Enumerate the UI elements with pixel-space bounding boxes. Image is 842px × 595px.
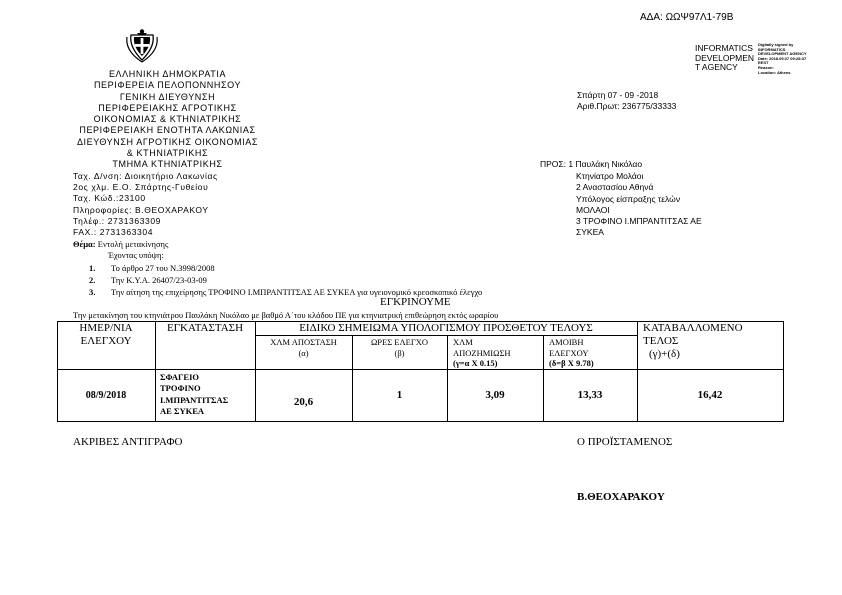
coat-of-arms-emblem xyxy=(123,27,161,63)
table-border-bottom xyxy=(57,421,784,422)
col-header-facility: ΕΓΚΑΤΑΣΤΑΣΗ xyxy=(166,322,244,334)
sub-header-km: ΧΛΜ ΑΠΟΣΤΑΣΗ (α) xyxy=(270,337,337,358)
col-header-special: ΕΙΔΙΚΟ ΣΗΜΕΙΩΜΑ ΥΠΟΛΟΓΙΣΜΟΥ ΠΡΟΣΘΕΤΟΥ ΤΕΛΟΥΣ xyxy=(299,322,593,334)
sub-header-hours: ΩΡΕΣ ΕΛΕΓΧΟ (β) xyxy=(370,337,429,358)
table-border-right xyxy=(783,321,784,422)
approve-heading: ΕΓΚΡΙΝΟΥΜΕ xyxy=(380,296,451,308)
ada-code: ΑΔΑ: ΩΩΨ97Λ1-79Β xyxy=(640,12,734,23)
reference-item: 2. Την Κ.Υ.Α. 26407/23-03-09 xyxy=(89,275,207,285)
col-header-paid: ΚΑΤΑΒΑΛΛΟΜΕΝΟ ΤΕΛΟΣ (γ)+(δ) xyxy=(643,322,743,360)
table-col-sep xyxy=(447,335,448,422)
col-header-date: ΗΜΕΡ/ΝΙΑ ΕΛΕΓΧΟΥ xyxy=(79,322,133,347)
cell-total: 16,42 xyxy=(697,389,723,401)
digital-signature-stamp: Digitally signed by INFORMATICS DEVELOPMENT AGENCY Date: 2018.09.07 09:28:37 EEST Reason: Location: Athens xyxy=(758,42,807,75)
table-col-sep xyxy=(637,321,638,422)
signer-name: Β.ΘΕΟΧΑΡΑΚΟΥ xyxy=(577,491,665,503)
recipients-label: ΠΡΟΣ: 1 Παυλάκη Νικόλαο xyxy=(540,159,643,169)
subject-line: Θέμα: Εντολή μετακίνησης xyxy=(73,239,169,249)
table-col-sep xyxy=(543,335,544,422)
having-in-view: Έχοντας υπόψη: xyxy=(108,250,164,260)
place-date: Σπάρτη 07 - 09 -2018 xyxy=(577,90,659,100)
recipients-list: Κτηνίατρο Μολάοι 2 Αναστασίου Αθηνά Υπόλογος είσπραξης τελών ΜΟΛΑΟΙ 3 ΤΡΟΦΙΝΟ Ι.ΜΠΡΑΝΤΙΤΣΑΣ ΑΕ ΣΥΚΕΑ xyxy=(576,171,702,238)
contact-details: Ταχ. Δ/νση: Διοικητήριο Λακωνίας 2ος χλμ. Ε.Ο. Σπάρτης-Γυθείου Ταχ. Κώδ.:23100 Πληροφορίες: Β.ΘΕΟΧΑΡΑΚΟΥ Τηλέφ.: 2731363309 FAX.: 2731363304 xyxy=(73,171,218,238)
reference-item: 3. Την αίτηση της επιχείρησης ΤΡΟΦΙΝΟ Ι.ΜΠΡΑΝΤΙΤΣΑΣ ΑΕ ΣΥΚΕΑ για υγειονομικό κρεοσκοπικό έλεγχο xyxy=(89,287,483,297)
head-title: Ο ΠΡΟΪΣΤΑΜΕΝΟΣ xyxy=(577,436,673,448)
sub-header-fee: ΑΜΟΙΒΗ ΕΛΕΓΧΟΥ (δ=β Χ 9.78) xyxy=(549,337,594,368)
sub-header-compensation: ΧΛΜ ΑΠΟΖΗΜΙΩΣΗ (γ=α Χ 0.15) xyxy=(453,337,511,368)
references-list xyxy=(89,262,482,298)
cell-hours: 1 xyxy=(396,389,403,401)
agency-name: INFORMATICS DEVELOPMEN T AGENCY xyxy=(695,43,755,72)
cell-compensation: 3,09 xyxy=(485,389,505,401)
cell-facility: ΣΦΑΓΕΙΟ ΤΡΟΦΙΝΟ Ι.ΜΠΡΑΝΤΙΤΣΑΣ ΑΕ ΣΥΚΕΑ xyxy=(160,372,229,416)
protocol-number: Αριθ.Πρωτ: 236775/33333 xyxy=(577,101,677,111)
table-row-line xyxy=(57,369,784,370)
table-col-sep xyxy=(155,321,156,422)
table-subheader-line xyxy=(255,335,637,336)
reference-item: 1. Το άρθρο 27 του Ν.3998/2008 xyxy=(89,263,215,273)
cell-date: 08/9/2018 xyxy=(85,390,127,401)
movement-text: Την μετακίνηση του κτηνιάτρου Παυλάκη Νικόλαο με βαθμό Α΄του κλάδου ΠΕ για κτηνιατρική επιθεώρηση εκτός ωραρίου xyxy=(73,310,499,320)
cell-km: 20,6 xyxy=(293,396,314,408)
true-copy-label: ΑΚΡΙΒΕΣ ΑΝΤΙΓΡΑΦΟ xyxy=(73,436,183,448)
sender-header: ΕΛΛΗΝΙΚΗ ΔΗΜΟΚΡΑΤΙΑ ΠΕΡΙΦΕΡΕΙΑ ΠΕΛΟΠΟΝΝΗΣΟΥ ΓΕΝΙΚΗ ΔΙΕΥΘΥΝΣΗ ΠΕΡΙΦΕΡΕΙΑΚΗΣ ΑΓΡΟΤΙΚΗΣ ΟΙΚΟΝΟΜΙΑΣ & ΚΤΗΝΙΑΤΡΙΚΗΣ ΠΕΡΙΦΕΡΕΙΑΚΗ ΕΝΟΤΗΤΑ ΛΑΚΩΝΙΑΣ ΔΙΕΥΘΥΝΣΗ ΑΓΡΟΤΙΚΗΣ ΟΙΚΟΝΟΜΙΑΣ & ΚΤΗΝΙΑΤΡΙΚΗΣ ΤΜΗΜΑ ΚΤΗΝΙΑΤΡΙΚΗΣ xyxy=(76,69,259,170)
cell-fee: 13,33 xyxy=(577,389,603,401)
